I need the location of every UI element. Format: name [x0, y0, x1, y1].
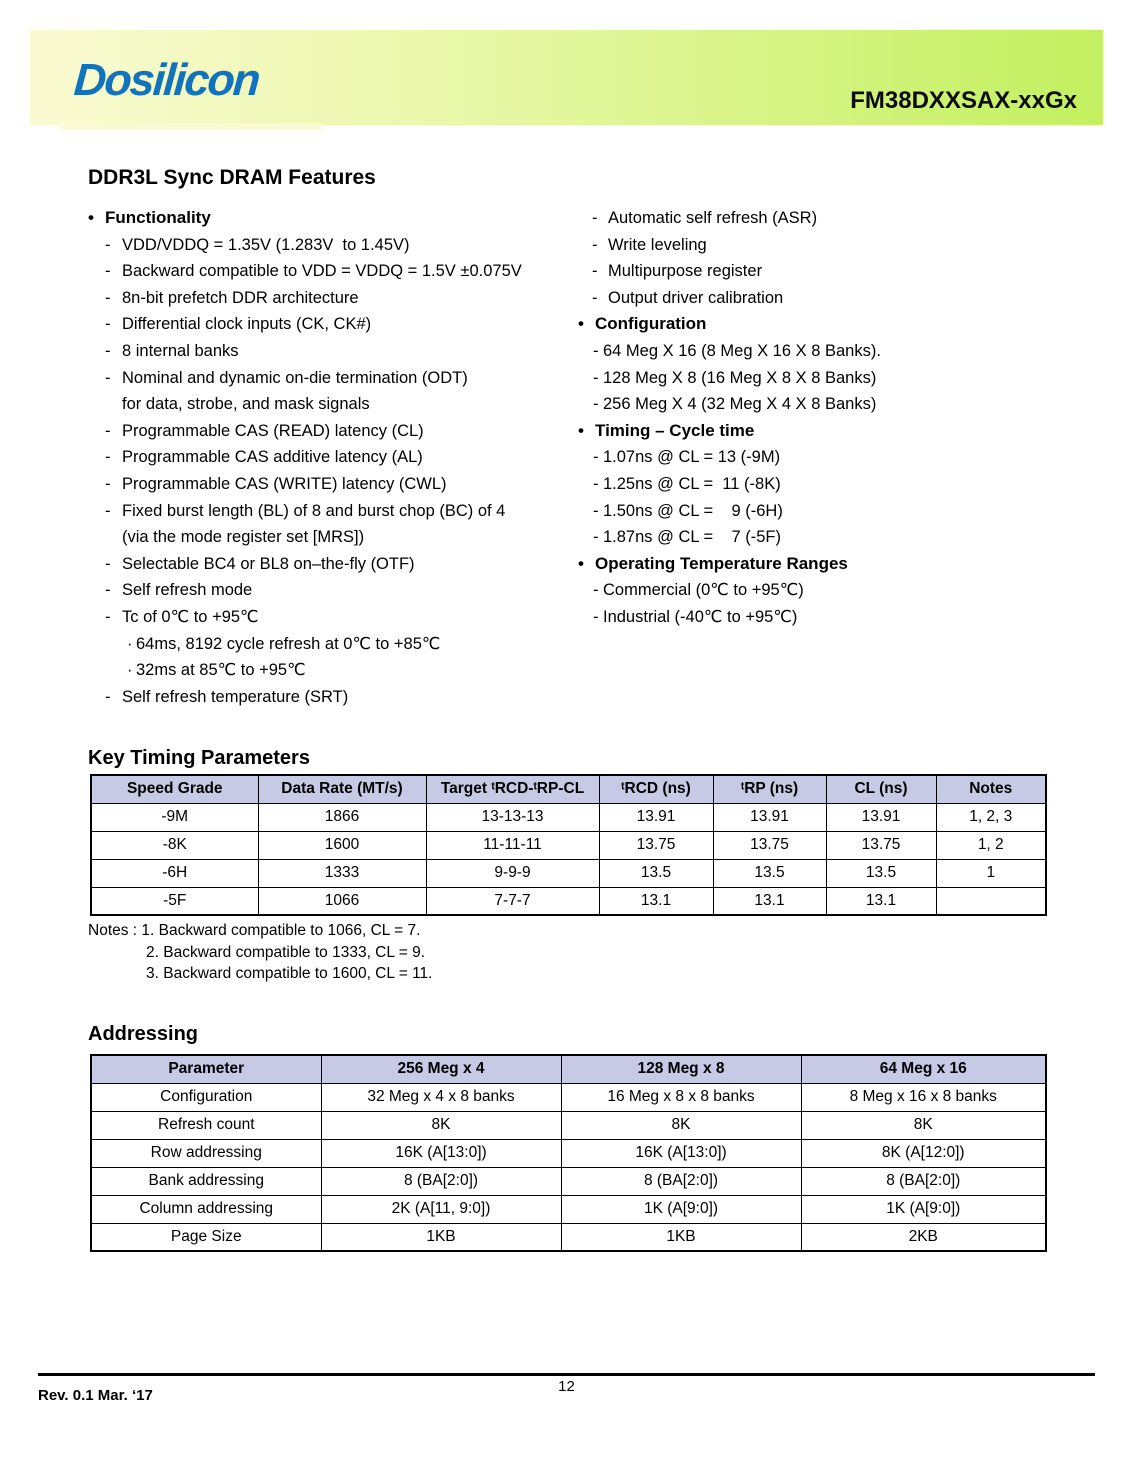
table-cell: 16 Meg x 8 x 8 banks: [561, 1083, 801, 1111]
list-marker: -: [105, 581, 111, 600]
key-timing-notes: [88, 920, 433, 985]
feature-item: [88, 444, 588, 471]
list-marker: ·: [127, 634, 133, 653]
feature-text: Timing – Cycle time: [595, 420, 755, 440]
column-header: Data Rate (MT/s): [258, 775, 426, 803]
column-header: ᵗRCD (ns): [599, 775, 713, 803]
feature-item: [88, 524, 588, 551]
table-cell: 8 Meg x 16 x 8 banks: [801, 1083, 1046, 1111]
company-logo: Dosilicon: [72, 54, 261, 105]
table-cell: -9M: [91, 803, 258, 831]
footer-page-number: 12: [558, 1378, 575, 1395]
table-cell: [936, 887, 1046, 915]
feature-item: [578, 444, 1118, 471]
list-marker: -: [593, 368, 599, 387]
feature-text: Differential clock inputs (CK, CK#): [122, 315, 372, 334]
feature-item: [578, 258, 1118, 285]
header-banner: [30, 30, 1103, 125]
table-cell: 13.1: [826, 887, 936, 915]
table-row: [91, 1139, 1046, 1167]
feature-item: [578, 551, 1118, 578]
table-row: [91, 831, 1046, 859]
table-cell: 1: [936, 859, 1046, 887]
table-row: [91, 1111, 1046, 1139]
feature-item: [88, 232, 588, 259]
column-header: 128 Meg x 8: [561, 1055, 801, 1083]
list-marker: -: [105, 501, 111, 520]
features-section-title: DDR3L Sync DRAM Features: [88, 166, 376, 189]
feature-item: [88, 657, 588, 684]
table-cell: 2KB: [801, 1223, 1046, 1251]
addressing-header-row: [91, 1055, 1046, 1083]
feature-item: [88, 684, 588, 711]
table-cell: 13.75: [826, 831, 936, 859]
feature-item: [88, 285, 588, 312]
feature-text: 32ms at 85℃ to +95℃: [136, 661, 306, 680]
feature-text: 1.87ns @ CL = 7 (-5F): [603, 528, 781, 547]
table-cell: 1866: [258, 803, 426, 831]
feature-item: [578, 232, 1118, 259]
column-header: 64 Meg x 16: [801, 1055, 1046, 1083]
list-marker: •: [578, 420, 584, 440]
feature-item: [88, 365, 588, 392]
table-cell: 32 Meg x 4 x 8 banks: [321, 1083, 561, 1111]
table-cell: Configuration: [91, 1083, 321, 1111]
feature-item: [578, 285, 1118, 312]
table-cell: 8 (BA[2:0]): [561, 1167, 801, 1195]
feature-text: 1.07ns @ CL = 13 (-9M): [603, 448, 781, 467]
feature-text: Self refresh temperature (SRT): [122, 687, 349, 706]
table-cell: 13.5: [713, 859, 826, 887]
list-marker: -: [593, 528, 599, 547]
table-cell: 8K: [321, 1111, 561, 1139]
column-header: CL (ns): [826, 775, 936, 803]
feature-text: Self refresh mode: [122, 581, 253, 600]
table-cell: 9-9-9: [426, 859, 599, 887]
part-number: FM38DXXSAX-xxGx: [850, 87, 1077, 114]
feature-item: [578, 391, 1118, 418]
feature-text: 64 Meg X 16 (8 Meg X 16 X 8 Banks).: [603, 341, 881, 360]
table-cell: 1066: [258, 887, 426, 915]
key-timing-header-row: [91, 775, 1046, 803]
feature-text: Functionality: [105, 208, 211, 227]
table-cell: 1, 2, 3: [936, 803, 1046, 831]
table-cell: Column addressing: [91, 1195, 321, 1223]
feature-text: Backward compatible to VDD = VDDQ = 1.5V ±0.075V: [122, 262, 522, 281]
list-marker: -: [105, 262, 111, 281]
feature-text: (via the mode register set [MRS]): [122, 528, 365, 547]
feature-text: Programmable CAS (READ) latency (CL): [122, 421, 424, 440]
table-cell: 13.91: [713, 803, 826, 831]
table-cell: 7-7-7: [426, 887, 599, 915]
feature-item: [88, 391, 588, 418]
feature-text: Operating Temperature Ranges: [595, 553, 848, 573]
feature-item: [578, 471, 1118, 498]
feature-item: [578, 577, 1118, 604]
features-left-column: [88, 205, 588, 710]
feature-item: [88, 338, 588, 365]
footer-rule: [38, 1373, 1095, 1376]
table-cell: 16K (A[13:0]): [561, 1139, 801, 1167]
list-marker: •: [578, 553, 584, 573]
list-marker: -: [592, 235, 598, 254]
feature-item: [88, 471, 588, 498]
table-cell: 1, 2: [936, 831, 1046, 859]
feature-item: [88, 311, 588, 338]
feature-item: [88, 631, 588, 658]
column-header: Parameter: [91, 1055, 321, 1083]
table-cell: 13.5: [599, 859, 713, 887]
feature-item: [578, 205, 1118, 232]
table-cell: 1KB: [321, 1223, 561, 1251]
table-cell: 13.75: [599, 831, 713, 859]
feature-text: Configuration: [595, 314, 707, 334]
table-row: [91, 1083, 1046, 1111]
list-marker: -: [593, 607, 599, 626]
feature-item: [88, 418, 588, 445]
list-marker: •: [578, 314, 584, 334]
table-cell: 8K: [561, 1111, 801, 1139]
list-marker: -: [105, 315, 111, 334]
table-cell: 13.1: [713, 887, 826, 915]
list-marker: -: [593, 581, 599, 600]
list-marker: -: [593, 501, 599, 520]
column-header: ᵗRP (ns): [713, 775, 826, 803]
features-right-column: [578, 205, 1118, 631]
table-cell: Row addressing: [91, 1139, 321, 1167]
feature-item: [578, 338, 1118, 365]
list-marker: -: [105, 368, 111, 387]
list-marker: -: [105, 235, 111, 254]
table-cell: 8 (BA[2:0]): [321, 1167, 561, 1195]
feature-text: Commercial (0℃ to +95℃): [603, 581, 804, 600]
list-marker: -: [593, 395, 599, 414]
table-cell: 1K (A[9:0]): [561, 1195, 801, 1223]
list-marker: -: [105, 341, 111, 360]
list-marker: -: [105, 288, 111, 307]
note-line: 2. Backward compatible to 1333, CL = 9.: [146, 943, 426, 961]
table-cell: -8K: [91, 831, 258, 859]
feature-text: 128 Meg X 8 (16 Meg X 8 X 8 Banks): [603, 368, 877, 387]
table-row: [91, 803, 1046, 831]
list-marker: -: [592, 288, 598, 307]
feature-text: Write leveling: [608, 235, 707, 254]
table-cell: 1K (A[9:0]): [801, 1195, 1046, 1223]
feature-text: 256 Meg X 4 (32 Meg X 4 X 8 Banks): [603, 395, 877, 414]
list-marker: -: [105, 554, 111, 573]
feature-item: [578, 498, 1118, 525]
table-cell: 1KB: [561, 1223, 801, 1251]
feature-item: [578, 365, 1118, 392]
table-row: [91, 1223, 1046, 1251]
table-cell: 8K: [801, 1111, 1046, 1139]
feature-item: [88, 258, 588, 285]
table-cell: 11-11-11: [426, 831, 599, 859]
addressing-section-title: Addressing: [88, 1023, 199, 1045]
note-line: Notes : 1. Backward compatible to 1066, CL = 7.: [88, 922, 421, 939]
feature-item: [578, 418, 1118, 445]
footer-revision: Rev. 0.1 Mar. ‘17: [38, 1387, 153, 1404]
table-cell: 2K (A[11, 9:0]): [321, 1195, 561, 1223]
table-cell: Refresh count: [91, 1111, 321, 1139]
table-row: [91, 859, 1046, 887]
list-marker: -: [105, 687, 111, 706]
feature-item: [578, 311, 1118, 338]
logo-background-patch: [62, 123, 322, 130]
table-cell: 13.91: [599, 803, 713, 831]
feature-text: Automatic self refresh (ASR): [608, 209, 818, 227]
table-row: [91, 887, 1046, 915]
table-cell: 16K (A[13:0]): [321, 1139, 561, 1167]
feature-item: [578, 524, 1118, 551]
list-marker: -: [592, 209, 598, 227]
feature-item: [88, 205, 588, 232]
feature-text: 8n-bit prefetch DDR architecture: [122, 288, 359, 307]
feature-text: for data, strobe, and mask signals: [122, 395, 370, 414]
list-marker: -: [593, 474, 599, 493]
feature-item: [578, 604, 1118, 631]
column-header: Notes: [936, 775, 1046, 803]
table-row: [91, 1167, 1046, 1195]
table-cell: 8 (BA[2:0]): [801, 1167, 1046, 1195]
feature-text: Multipurpose register: [608, 262, 763, 281]
table-cell: 1600: [258, 831, 426, 859]
feature-text: Fixed burst length (BL) of 8 and burst chop (BC) of 4: [122, 501, 506, 520]
table-cell: 1333: [258, 859, 426, 887]
feature-text: Tc of 0℃ to +95℃: [122, 607, 259, 626]
note-line: 3. Backward compatible to 1600, CL = 11.: [146, 965, 433, 982]
list-marker: -: [105, 607, 111, 626]
column-header: Target ᵗRCD-ᵗRP-CL: [426, 775, 599, 803]
feature-text: 8 internal banks: [122, 341, 239, 360]
list-marker: •: [88, 208, 94, 227]
table-cell: 8K (A[12:0]): [801, 1139, 1046, 1167]
table-cell: 13.91: [826, 803, 936, 831]
list-marker: -: [593, 341, 599, 360]
list-marker: -: [592, 262, 598, 281]
column-header: Speed Grade: [91, 775, 258, 803]
feature-text: Industrial (-40℃ to +95℃): [603, 607, 798, 626]
feature-item: [88, 498, 588, 525]
table-cell: -6H: [91, 859, 258, 887]
key-timing-table: [90, 774, 1047, 916]
feature-text: Programmable CAS (WRITE) latency (CWL): [122, 474, 447, 493]
feature-text: Selectable BC4 or BL8 on–the-fly (OTF): [122, 554, 415, 573]
feature-text: Output driver calibration: [608, 288, 784, 307]
list-marker: -: [105, 474, 111, 493]
list-marker: -: [105, 421, 111, 440]
table-cell: 13.5: [826, 859, 936, 887]
feature-item: [88, 577, 588, 604]
feature-text: 64ms, 8192 cycle refresh at 0℃ to +85℃: [136, 634, 441, 653]
feature-text: VDD/VDDQ = 1.35V (1.283V to 1.45V): [122, 235, 410, 254]
feature-item: [88, 551, 588, 578]
feature-text: Programmable CAS additive latency (AL): [122, 448, 423, 467]
list-marker: -: [105, 448, 111, 467]
addressing-table: [90, 1054, 1047, 1252]
feature-text: 1.25ns @ CL = 11 (-8K): [603, 474, 781, 493]
table-cell: Bank addressing: [91, 1167, 321, 1195]
table-cell: 13.1: [599, 887, 713, 915]
feature-text: 1.50ns @ CL = 9 (-6H): [603, 501, 783, 520]
table-cell: -5F: [91, 887, 258, 915]
table-cell: 13.75: [713, 831, 826, 859]
feature-item: [88, 604, 588, 631]
table-cell: Page Size: [91, 1223, 321, 1251]
list-marker: -: [593, 448, 599, 467]
feature-text: Nominal and dynamic on-die termination (ODT): [122, 368, 468, 387]
key-timing-section-title: Key Timing Parameters: [88, 747, 310, 769]
table-row: [91, 1195, 1046, 1223]
table-cell: 13-13-13: [426, 803, 599, 831]
list-marker: ·: [127, 661, 133, 680]
column-header: 256 Meg x 4: [321, 1055, 561, 1083]
